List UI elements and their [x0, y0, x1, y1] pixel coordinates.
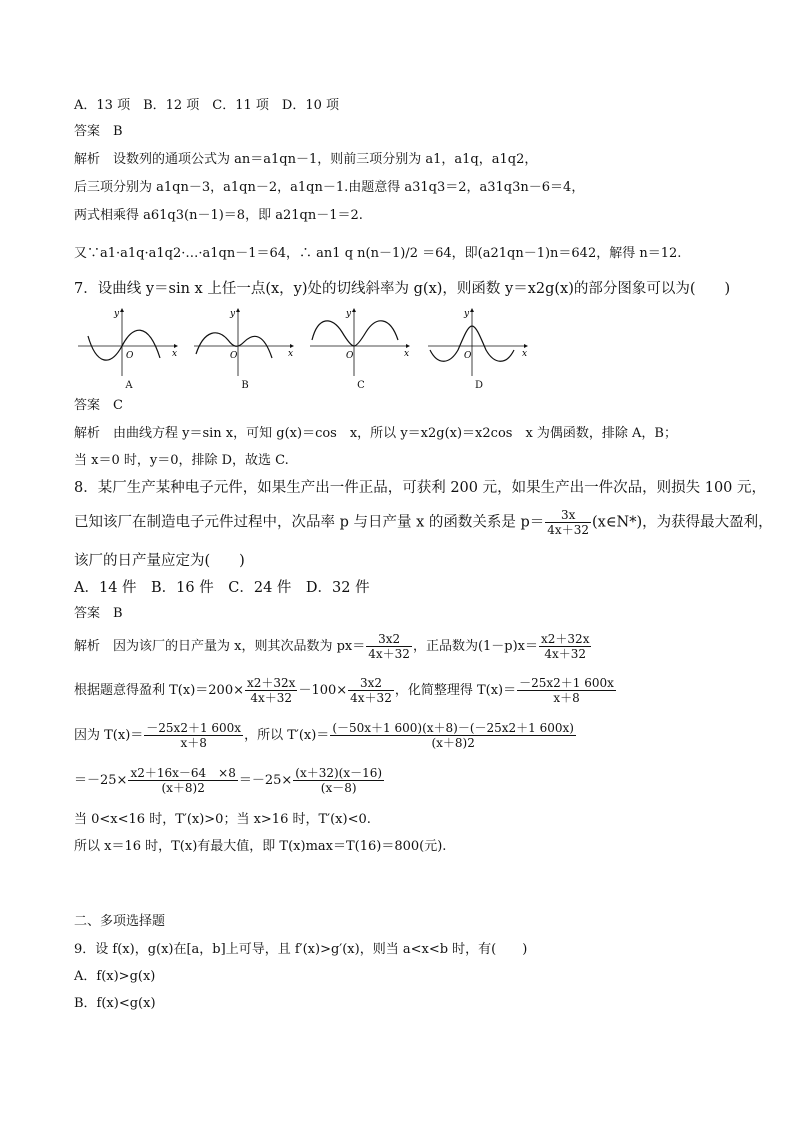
graph-c-origin: O — [346, 351, 354, 361]
q7-stem: 7．设曲线 y＝sin x 上任一点(x，y)处的切线斜率为 g(x)，则函数 y＝x2g(x)的部分图象可以为( ) — [74, 281, 731, 297]
q9-stem: 9．设 f(x)，g(x)在[a，b]上可导，且 f′(x)>g′(x)，则当 a<x<b 时，有( ) — [74, 942, 528, 957]
fraction-d3: $\frac{(x+32)(x-16)}{(x-8)}$ — [295, 766, 383, 795]
q6-analysis-line2: 后三项分别为 a1qn－3，a1qn－2，a1qn－1.由题意得 a31q3＝2，a31q3n－6＝4， — [74, 180, 585, 195]
q7-answer: 答案 C — [74, 398, 123, 413]
graph-a-origin: O — [126, 351, 134, 361]
q6-options: A．13 项 B．12 项 C．11 项 D．10 项 — [74, 98, 340, 113]
graph-a — [74, 306, 184, 390]
q8-analysis-line1: 解析 因为该厂的日产量为 x，则其次品数为 px＝ $\frac{3x2}{4x+32}$ ，正品数为(1－p)x＝ $\frac{x2+32x}{4x+32}$ — [74, 632, 590, 661]
q8-stem-line3: 该厂的日产量应定为( ) — [74, 553, 245, 569]
graph-c-xlabel: x — [404, 349, 410, 359]
graph-b — [190, 306, 300, 390]
graph-a-xlabel: x — [172, 349, 178, 359]
q8-options: A．14 件 B．16 件 C．24 件 D．32 件 — [74, 580, 370, 596]
q8-stem-line2: 已知该厂在制造电子元件过程中，次品率 p 与日产量 x 的函数关系是 p＝ $\frac{3x}{4x+32}$ (x∈N*)，为获得最大盈利， — [74, 508, 773, 537]
fraction-t4: $\frac{-25x2+1 600x}{x+8}$ — [146, 721, 242, 750]
fraction-defects: $\frac{3x2}{4x+32}$ — [368, 632, 410, 661]
section-heading: 二、多项选择题 — [74, 914, 166, 929]
graph-d-ylabel: y — [464, 309, 470, 319]
graph-c-label: C — [357, 380, 365, 391]
fraction-t1: $\frac{x2+32x}{4x+32}$ — [246, 676, 296, 705]
q6-analysis-line3: 两式相乘得 a61q3(n－1)＝8，即 a21qn－1＝2. — [74, 208, 363, 223]
graph-b-origin: O — [230, 351, 238, 361]
graph-c — [306, 306, 416, 390]
q6-analysis-line1: 解析 设数列的通项公式为 an＝a1qn－1，则前三项分别为 a1，a1q，a1q2， — [74, 152, 538, 167]
graph-a-label: A — [125, 380, 133, 391]
graph-a-ylabel: y — [114, 309, 120, 319]
graph-b-plot — [190, 306, 300, 378]
graph-a-plot — [74, 306, 184, 378]
q7-analysis-line2: 当 x＝0 时，y＝0，排除 D，故选 C. — [74, 453, 289, 468]
q8-analysis-line5: 当 0<x<16 时，T′(x)>0；当 x>16 时，T′(x)<0. — [74, 812, 371, 827]
q9-option-b: B．f(x)<g(x) — [74, 996, 156, 1011]
fraction-t2: $\frac{3x2}{4x+32}$ — [350, 676, 392, 705]
fraction-derivative: $\frac{(-50x+1 600)(x+8)-(-25x2+1 600x)}{(x+8)2}$ — [332, 721, 574, 750]
q8-analysis-line3: 因为 T(x)＝ $\frac{-25x2+1 600x}{x+8}$ ，所以 T′(x)＝ $\frac{(-50x+1 600)(x+8)-(-25x2+1 600x)}{(x+8)2}$ — [74, 721, 574, 750]
graph-d-label: D — [474, 380, 484, 391]
fraction-p: $\frac{3x}{4x+32}$ — [547, 508, 589, 537]
graph-c-plot — [306, 306, 416, 378]
graph-d-xlabel: x — [522, 349, 528, 359]
q8-analysis-line4: ＝－25× $\frac{x2+16x-64 \times 8}{(x+8)2}$ ＝－25× $\frac{(x+32)(x-16)}{(x-8)}$ — [74, 766, 383, 795]
q8-answer: 答案 B — [74, 606, 123, 621]
q8-analysis-line2: 根据题意得盈利 T(x)＝200× $\frac{x2+32x}{4x+32}$ －100× $\frac{3x2}{4x+32}$ ，化简整理得 T(x)＝ $\frac{-25x2+1 600x}{x+8}$ — [74, 676, 614, 705]
graph-b-label: B — [241, 380, 249, 391]
q8-stem-line1: 8．某厂生产某种电子元件，如果生产出一件正品，可获利 200 元，如果生产出一件次品，则损失 100 元， — [74, 480, 767, 496]
graph-d-plot — [424, 306, 534, 378]
q8-analysis-line6: 所以 x＝16 时，T(x)有最大值，即 T(x)max＝T(16)＝800(元). — [74, 839, 447, 854]
graph-d-origin: O — [464, 351, 472, 361]
q6-analysis-line4: 又∵a1·a1q·a1q2·…·a1qn－1＝64，∴ an1 q n(n－1)/2 ＝64，即(a21qn－1)n＝642，解得 n＝12. — [74, 246, 682, 261]
graph-b-ylabel: y — [230, 309, 236, 319]
fraction-t3: $\frac{-25x2+1 600x}{x+8}$ — [519, 676, 614, 705]
q9-option-a: A．f(x)>g(x) — [74, 969, 156, 984]
q6-answer: 答案 B — [74, 124, 123, 139]
graph-d — [424, 306, 534, 390]
fraction-good: $\frac{x2+32x}{4x+32}$ — [541, 632, 590, 661]
q7-analysis-line1: 解析 由曲线方程 y＝sin x，可知 g(x)＝cos x，所以 y＝x2g(x)＝x2cos x 为偶函数，排除 A，B； — [74, 426, 677, 441]
graph-c-ylabel: y — [346, 309, 352, 319]
fraction-d2: $\frac{x2+16x-64 \times 8}{(x+8)2}$ — [130, 766, 236, 795]
graph-b-xlabel: x — [288, 349, 294, 359]
